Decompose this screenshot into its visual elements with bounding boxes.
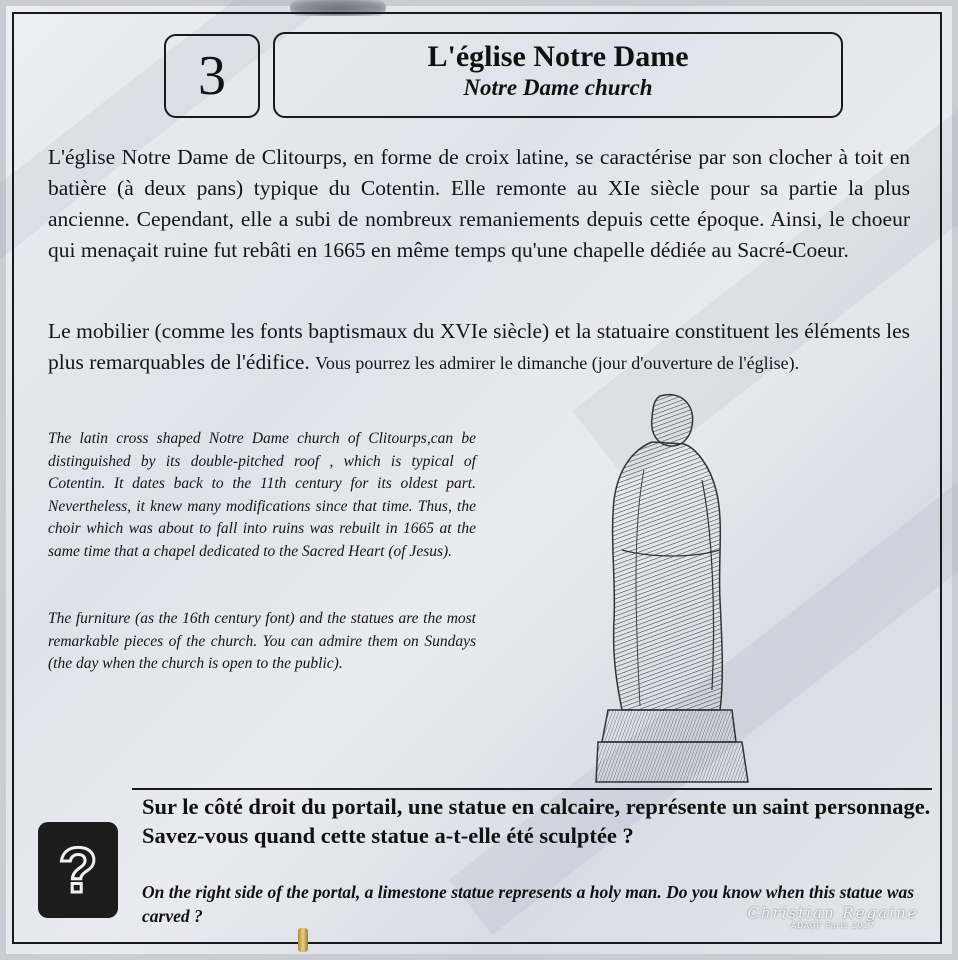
paragraph-french-2-main: Le mobilier (comme les fonts baptismaux du XVIe siècle) et la statuaire constituent les éléments les plus remarquables de l'édifice.: [48, 319, 910, 374]
watermark-name: Christian Regaine: [747, 904, 919, 922]
paragraph-english-1: The latin cross shaped Notre Dame church of Clitourps,can be distinguished by its double-pitched roof , which is typical of Cotentin. It dates back to the 11th century for its oldest part. Nevertheless, it knew many modifications since that time. Thus, the choir which was about to fall into ruins was rebuilt in 1665 at the same time that a chapel dedicated to the Sacred Heart (of Jesus).: [48, 430, 476, 560]
photographer-watermark: [738, 905, 928, 931]
title-box: [273, 32, 843, 118]
question-french: Sur le côté droit du portail, une statue en calcaire, représente un saint personnage. Savez-vous quand cette statue a-t-elle été sculptée ?: [142, 794, 931, 848]
question-divider: [132, 788, 932, 790]
sign-number: 3: [164, 34, 260, 118]
mounting-pin: [298, 928, 308, 952]
question-english: On the right side of the portal, a limestone statue represents a holy man. Do you know when this statue was carved ?: [142, 882, 915, 926]
question-mark-glyph: ?: [58, 834, 98, 906]
paragraph-french-2: [48, 316, 910, 379]
statue-illustration: [592, 390, 752, 786]
paragraph-french-1: L'église Notre Dame de Clitourps, en forme de croix latine, se caractérise par son clocher à toit en batière (à deux pans) typique du Cotentin. Elle remonte au XIe siècle pour sa partie la plus ancienne. Cependant, elle a subi de nombreux remaniements depuis cette époque. Ainsi, le choeur qui menaçait ruine fut rebâti en 1665 en même temps qu'une chapelle dédiée au Sacré-Coeur.: [48, 145, 910, 262]
paragraph-french-2-small: Vous pourrez les admirer le dimanche (jour d'ouverture de l'église).: [315, 353, 800, 373]
title-english: Notre Dame church: [463, 75, 653, 100]
paragraph-english-2: The furniture (as the 16th century font) and the statues are the most remarkable pieces of the church. You can admire them on Sundays (the day when the church is open to the public).: [48, 610, 476, 672]
watermark-copyright: ADAGP Paris 2017: [791, 921, 875, 930]
title-french: L'église Notre Dame: [427, 40, 689, 73]
question-mark-icon: [38, 822, 118, 918]
